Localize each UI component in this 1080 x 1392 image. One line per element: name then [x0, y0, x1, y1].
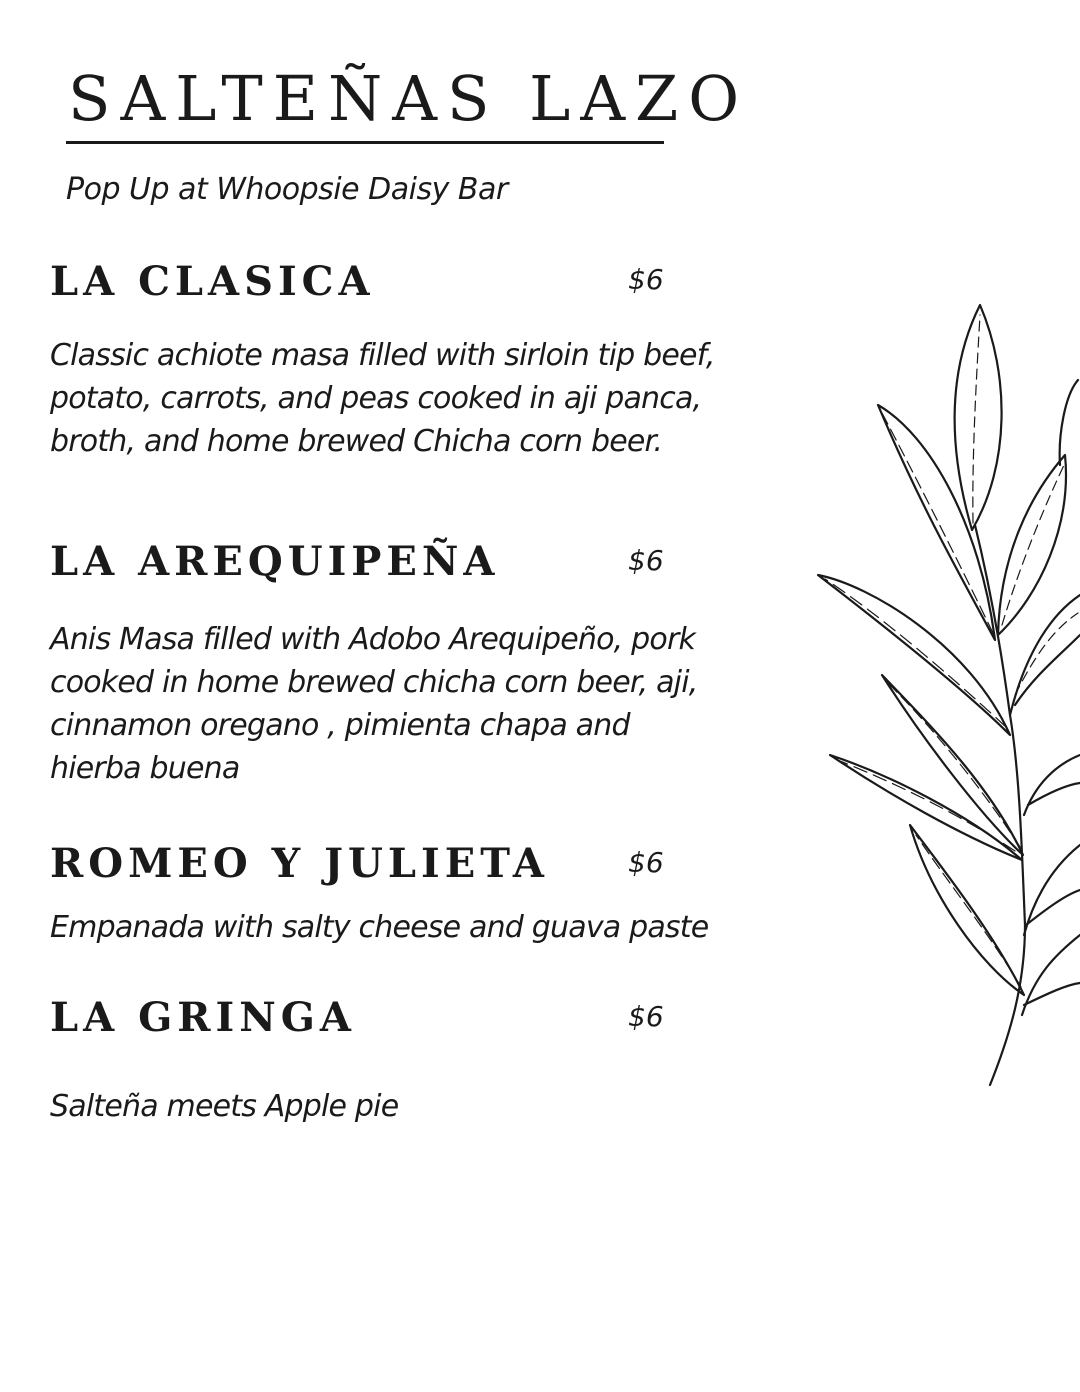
description-line: potato, carrots, and peas cooked in aji panca, — [50, 381, 702, 416]
description-line: broth, and home brewed Chicha corn beer. — [50, 424, 663, 459]
description-line: hierba buena — [50, 751, 240, 786]
title-underline — [66, 141, 664, 144]
description-line: cooked in home brewed chicha corn beer, aji, — [50, 665, 698, 700]
leaf-branch-icon — [810, 295, 1080, 1090]
item-description — [50, 1085, 750, 1128]
item-name: LA AREQUIPEÑA — [50, 538, 500, 585]
menu-title: SALTEÑAS LAZO — [68, 62, 750, 135]
item-price: $6 — [628, 1000, 664, 1033]
item-price: $6 — [628, 263, 664, 296]
description-line: Classic achiote masa filled with sirloin tip beef, — [50, 338, 715, 373]
item-description — [50, 334, 750, 463]
item-description — [50, 618, 750, 790]
item-name: ROMEO Y JULIETA — [50, 840, 549, 887]
description-line: Empanada with salty cheese and guava paste — [50, 910, 709, 945]
description-line: Salteña meets Apple pie — [50, 1089, 399, 1124]
menu-subtitle: Pop Up at Whoopsie Daisy Bar — [66, 172, 508, 207]
item-description — [50, 906, 750, 949]
description-line: Anis Masa filled with Adobo Arequipeño, pork — [50, 622, 696, 657]
item-price: $6 — [628, 544, 664, 577]
item-price: $6 — [628, 846, 664, 879]
description-line: cinnamon oregano , pimienta chapa and — [50, 708, 630, 743]
item-name: LA GRINGA — [50, 994, 356, 1041]
item-name: LA CLASICA — [50, 258, 375, 305]
